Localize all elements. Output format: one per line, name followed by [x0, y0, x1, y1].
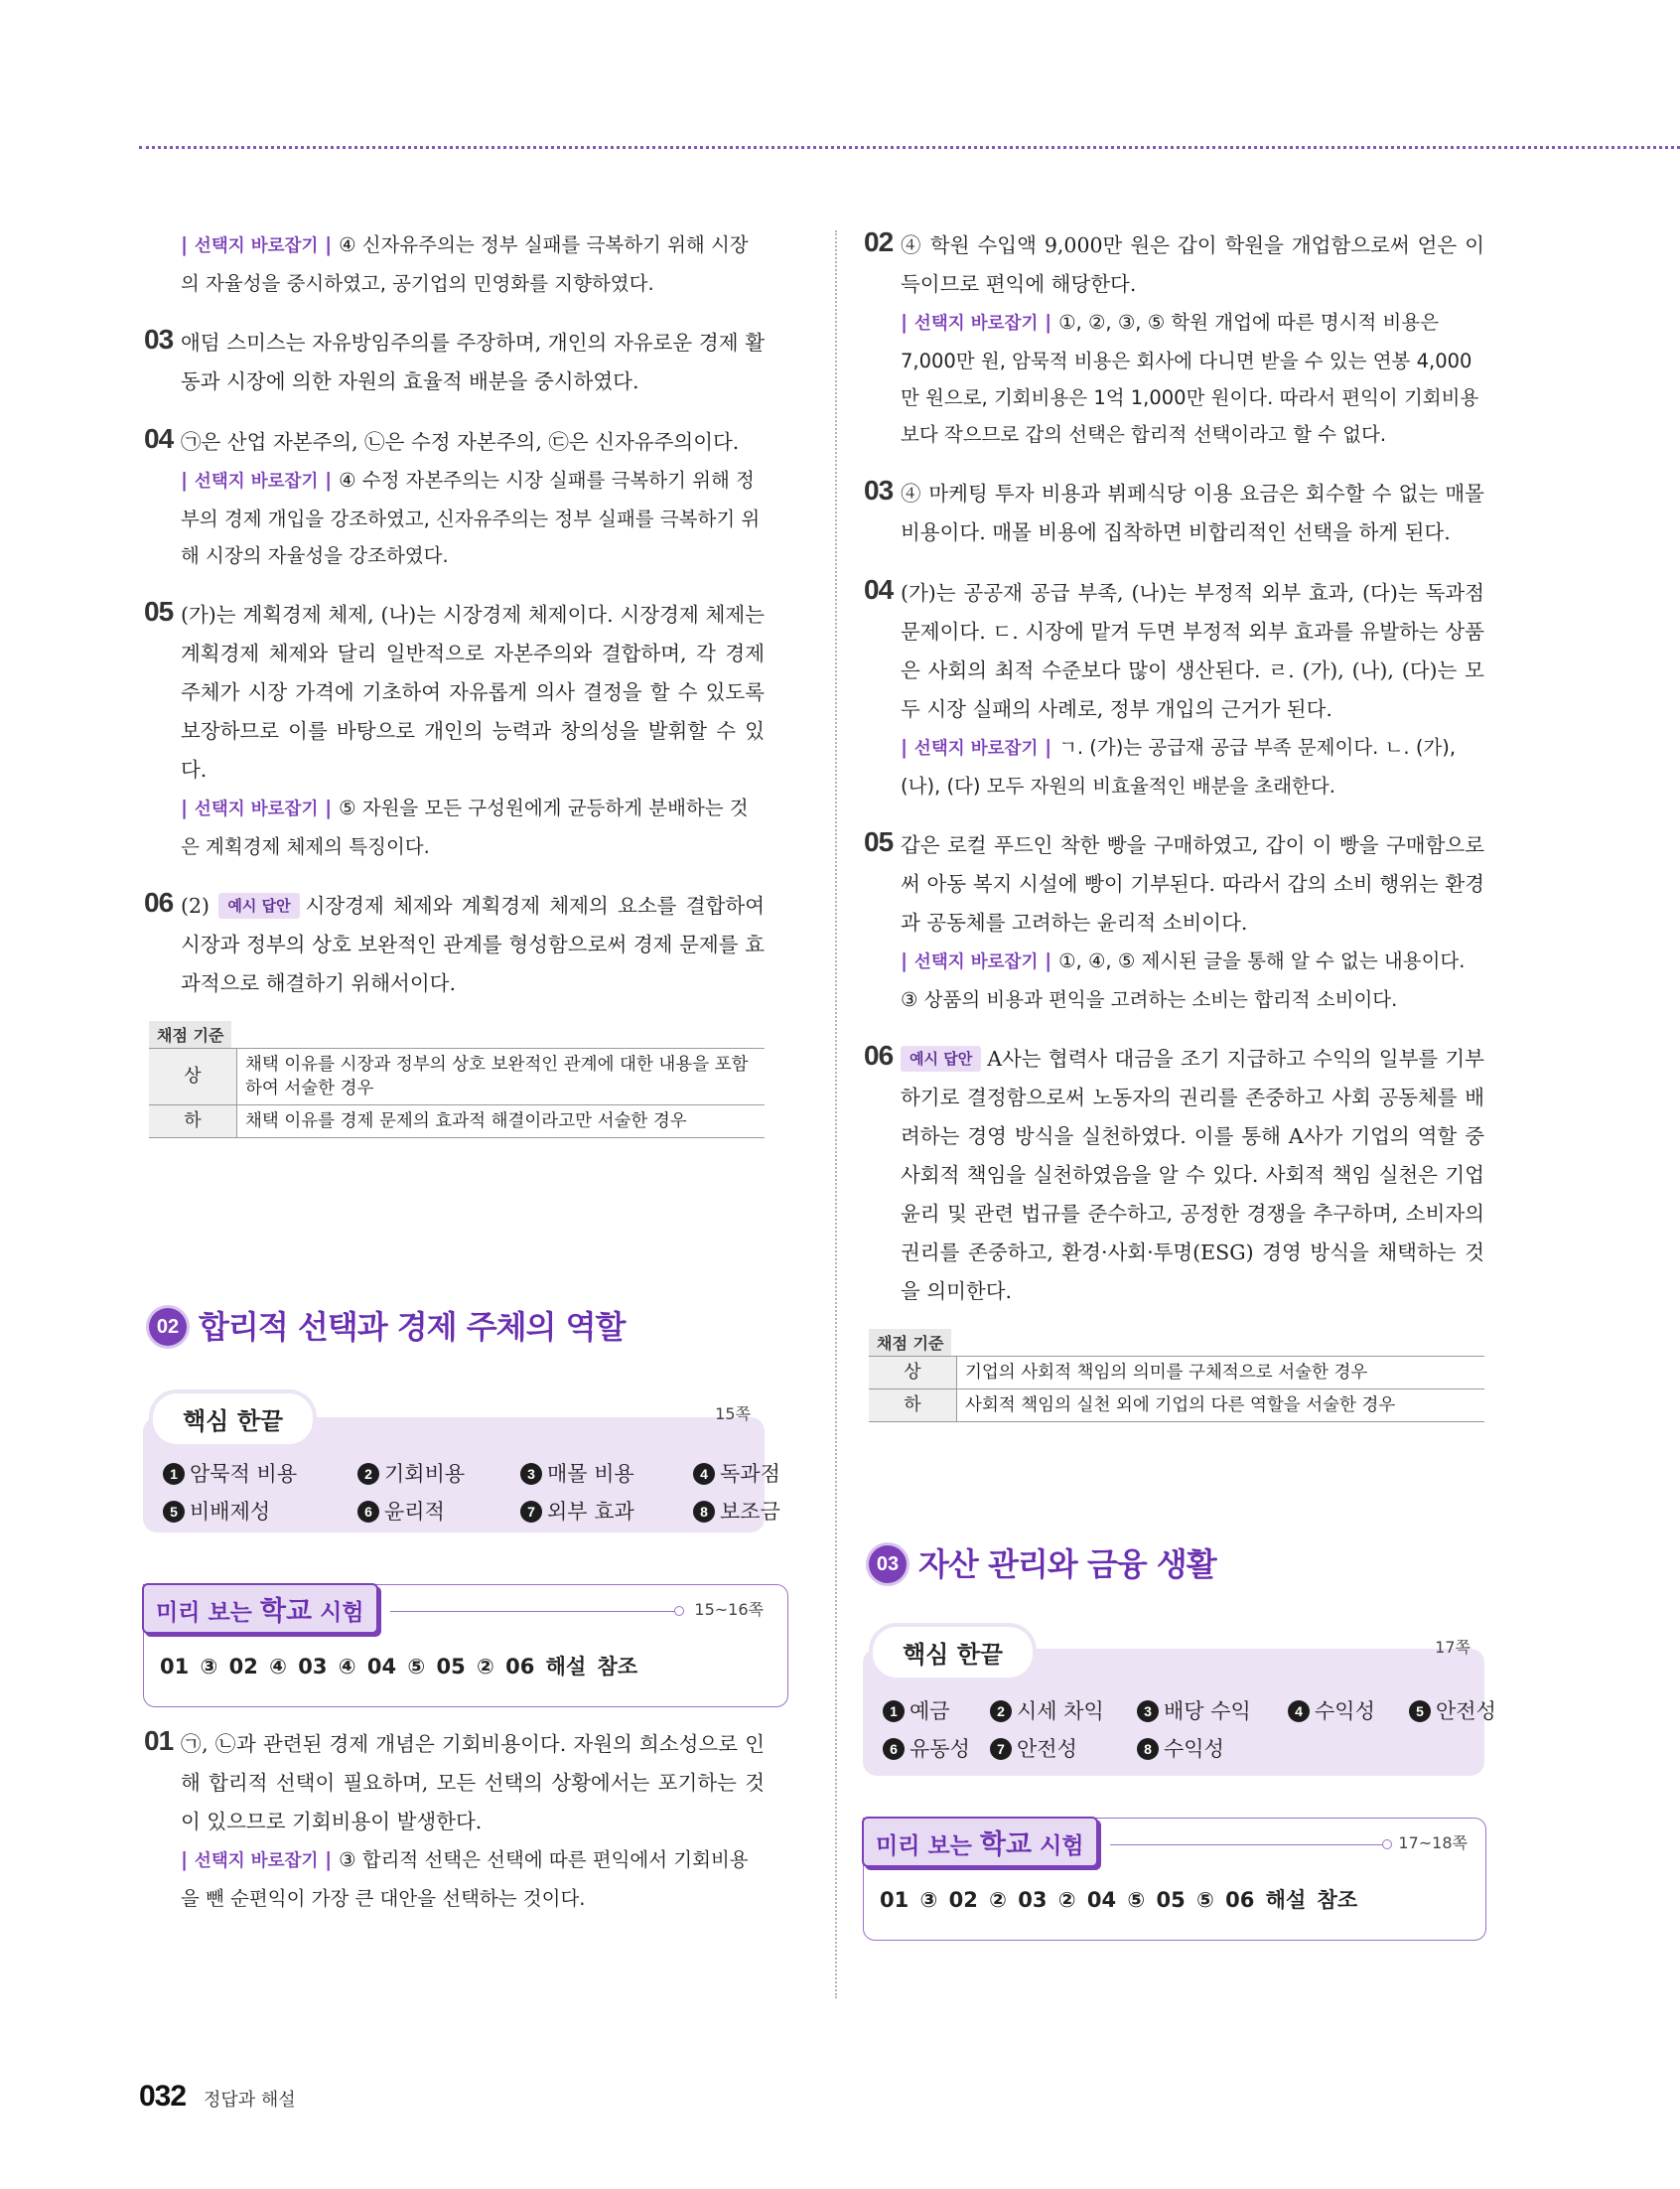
key-summary-list — [883, 1694, 1496, 1766]
question-text: ④ 학원 수입액 9,000만 원은 갑이 학원을 개업함으로써 얻은 이득이므로 편익에 해당한다. — [901, 233, 1484, 296]
question-01 — [144, 1725, 765, 1917]
key-summary — [869, 1625, 1496, 1780]
question-text: ㉠은 산업 자본주의, ㉡은 수정 자본주의, ㉢은 신자유주의이다. — [181, 430, 740, 454]
key-summary-page: 17쪽 — [1435, 1638, 1470, 1657]
list-item: 5 비배제성 — [163, 1495, 357, 1529]
school-test-title: 미리 보는 학교 시험 — [862, 1817, 1098, 1867]
example-answer-badge: 예시 답안 — [901, 1046, 981, 1072]
question-text: 갑은 로컬 푸드인 착한 빵을 구매하였고, 갑이 이 빵을 구매함으로써 아동 복지 시설에 빵이 기부된다. 따라서 갑의 소비 행위는 환경과 공동체를 고려하는 윤리적 소비이다. — [901, 833, 1484, 935]
key-summary-list — [163, 1457, 780, 1529]
table-row: 하 사회적 책임의 실천 외에 기업의 다른 역할을 서술한 경우 — [869, 1389, 1484, 1422]
question-text: (가)는 공공재 공급 부족, (나)는 부정적 외부 효과, (다)는 독과점 문제이다. ㄷ. 시장에 맡겨 두면 부정적 외부 효과를 유발하는 상품은 사회의 최적 수준보다 많이 생산된다. ㄹ. (가), (나), (다)는 모두 시장 실패의 사례로, 정부 개입의 근거가 된다. — [901, 581, 1484, 721]
section-title: 자산 관리와 금융 생활 — [918, 1545, 1216, 1583]
question-05 — [864, 826, 1484, 1018]
criteria-header: 채점 기준 — [149, 1021, 231, 1048]
answer-list: 01 ③ 02 ② 03 ② 04 ⑤ 05 ⑤ 06 해설 참조 — [880, 1888, 1358, 1912]
fix-note: | 선택지 바로잡기 | ④ 수정 자본주의는 시장 실패를 극복하기 위해 정부의 경제 개입을 강조하였고, 신자유주의는 정부 실패를 극복하기 위해 시장의 자율성을 강조하였다. — [181, 469, 761, 567]
test-rule-dot — [1382, 1839, 1392, 1849]
question-number: 06 — [864, 1040, 894, 1071]
list-item: 5 안전성 — [1409, 1694, 1478, 1728]
fix-note: | 선택지 바로잡기 | ①, ②, ③, ⑤ 학원 개업에 따른 명시적 비용은 7,000만 원, 암묵적 비용은 회사에 다니면 받을 수 있는 연봉 4,000만 원으로, 기회비용은 1억 1,000만 원이다. 따라서 편익이 기회비용보다 작으므로 갑의 선택은 합리적 선택이라고 할 수 없다. — [901, 311, 1479, 446]
question-03 — [144, 324, 765, 401]
list-item: 6 유동성 — [883, 1732, 990, 1766]
list-item: 7 안전성 — [990, 1732, 1137, 1766]
section-number: 02 — [149, 1308, 187, 1346]
key-summary-title: 핵심 한끝 — [873, 1627, 1033, 1678]
footer-title: 정답과 해설 — [204, 2090, 296, 2111]
test-rule — [1110, 1844, 1382, 1845]
section-heading-03 — [869, 1539, 1484, 1591]
criteria-table — [869, 1356, 1484, 1422]
key-summary — [149, 1387, 780, 1546]
question-03 — [864, 475, 1484, 552]
question-number: 04 — [864, 574, 894, 605]
test-rule — [390, 1611, 674, 1612]
fix-note: | 선택지 바로잡기 | ⑤ 자원을 모든 구성원에게 균등하게 분배하는 것은 계획경제 체제의 특징이다. — [181, 797, 749, 858]
test-rule-dot — [674, 1606, 684, 1616]
school-test-page: 15~16쪽 — [694, 1600, 764, 1619]
list-item: 2 기회비용 — [357, 1457, 520, 1491]
answer-list: 01 ③ 02 ④ 03 ④ 04 ⑤ 05 ② 06 해설 참조 — [160, 1655, 638, 1678]
question-text: (2) 예시 답안 시장경제 체제와 계획경제 체제의 요소를 결합하여 시장과 정부의 상호 보완적인 관계를 형성함으로써 경제 문제를 효과적으로 해결하기 위해서이다. — [181, 894, 765, 995]
list-item: 8 수익성 — [1137, 1732, 1288, 1766]
table-row: 하 채택 이유를 경제 문제의 효과적 해결이라고만 서술한 경우 — [149, 1105, 765, 1138]
question-number: 03 — [144, 324, 174, 355]
section-heading-02 — [149, 1302, 765, 1354]
key-summary-page: 15쪽 — [715, 1404, 751, 1423]
key-summary-title: 핵심 한끝 — [153, 1393, 313, 1444]
list-item: 3 배당 수익 — [1137, 1694, 1288, 1728]
question-text: ㉠, ㉡과 관련된 경제 개념은 기회비용이다. 자원의 희소성으로 인해 합리적 선택이 필요하며, 모든 선택의 상황에서는 포기하는 것이 있으므로 기회비용이 발생한다. — [181, 1732, 765, 1833]
question-text: 예시 답안 A사는 협력사 대금을 조기 지급하고 수익의 일부를 기부하기로 결정함으로써 노동자의 권리를 존중하고 사회 공동체를 배려하는 경영 방식을 실천하였다. 이를 통해 A사가 기업의 역할 중 사회적 책임을 실천하였음을 알 수 있다. 사회적 책임 실천은 기업 윤리 및 관련 법규를 준수하고, 공정한 경쟁을 추구하며, 소비자의 권리를 존중하고, 환경·사회·투명(ESG) 경영 방식을 채택하는 것을 의미한다. — [901, 1047, 1484, 1303]
school-test-box — [863, 1818, 1486, 1941]
fix-note: | 선택지 바로잡기 | ㄱ. (가)는 공급재 공급 부족 문제이다. ㄴ. (가), (나), (다) 모두 자원의 비효율적인 배분을 초래한다. — [901, 736, 1457, 798]
list-item: 7 외부 효과 — [520, 1495, 693, 1529]
page-number: 032 — [139, 2080, 187, 2113]
fix-note: | 선택지 바로잡기 | ④ 신자유주의는 정부 실패를 극복하기 위해 시장의 자율성을 중시하였고, 공기업의 민영화를 지향하였다. — [181, 233, 749, 295]
list-item: 3 매몰 비용 — [520, 1457, 693, 1491]
example-answer-badge: 예시 답안 — [218, 893, 299, 919]
column-divider — [835, 230, 837, 1998]
question-02 — [864, 226, 1484, 453]
table-row: 상 채택 이유를 시장과 정부의 상호 보완적인 관계에 대한 내용을 포함하여 서술한 경우 — [149, 1049, 765, 1105]
scoring-criteria — [149, 1021, 765, 1138]
criteria-header: 채점 기준 — [869, 1329, 951, 1356]
list-item: 2 시세 차익 — [990, 1694, 1137, 1728]
table-row: 상 기업의 사회적 책임의 의미를 구체적으로 서술한 경우 — [869, 1357, 1484, 1389]
question-04 — [864, 574, 1484, 804]
school-test-title: 미리 보는 학교 시험 — [142, 1583, 378, 1634]
list-item: 8 보조금 — [693, 1495, 759, 1529]
list-item: 4 수익성 — [1288, 1694, 1409, 1728]
q02-fix-continued — [149, 226, 765, 302]
section-number: 03 — [869, 1545, 907, 1583]
question-number: 05 — [144, 596, 174, 627]
list-item: 6 윤리적 — [357, 1495, 520, 1529]
school-test-box — [143, 1584, 788, 1707]
fix-note: | 선택지 바로잡기 | ③ 합리적 선택은 선택에 따른 편익에서 기회비용을 뺀 순편익이 가장 큰 대안을 선택하는 것이다. — [181, 1848, 749, 1910]
list-item: 4 독과점 — [693, 1457, 759, 1491]
question-06 — [144, 887, 765, 1003]
question-number: 05 — [864, 826, 894, 857]
question-number: 04 — [144, 423, 174, 454]
question-text: 애덤 스미스는 자유방임주의를 주장하며, 개인의 자유로운 경제 활동과 시장에 의한 자원의 효율적 배분을 중시하였다. — [181, 331, 765, 393]
question-04 — [144, 423, 765, 574]
section-title: 합리적 선택과 경제 주체의 역할 — [199, 1308, 626, 1346]
right-column — [864, 226, 1496, 1941]
list-item: 1 예금 — [883, 1694, 990, 1728]
school-test-page: 17~18쪽 — [1398, 1833, 1468, 1852]
question-text: (가)는 계획경제 체제, (나)는 시장경제 체제이다. 시장경제 체제는 계획경제 체제와 달리 일반적으로 자본주의와 결합하며, 각 경제 주체가 시장 가격에 기초하여 자유롭게 의사 결정을 할 수 있도록 보장하므로 이를 바탕으로 개인의 능력과 창의성을 발휘할 수 있다. — [181, 603, 765, 782]
left-column — [144, 226, 780, 1939]
question-number: 03 — [864, 475, 894, 506]
question-06 — [864, 1040, 1484, 1311]
fix-note: | 선택지 바로잡기 | ①, ④, ⑤ 제시된 글을 통해 알 수 없는 내용이다. ③ 상품의 비용과 편익을 고려하는 소비는 합리적 소비이다. — [901, 949, 1466, 1011]
scoring-criteria — [869, 1329, 1484, 1422]
top-dotted-rule — [139, 146, 1680, 149]
question-number: 02 — [864, 226, 894, 257]
question-number: 01 — [144, 1725, 174, 1756]
list-item: 1 암묵적 비용 — [163, 1457, 357, 1491]
question-number: 06 — [144, 887, 174, 918]
question-05 — [144, 596, 765, 865]
criteria-table — [149, 1048, 765, 1138]
question-text: ④ 마케팅 투자 비용과 뷔페식당 이용 요금은 회수할 수 없는 매몰 비용이다. 매몰 비용에 집착하면 비합리적인 선택을 하게 된다. — [901, 482, 1484, 544]
